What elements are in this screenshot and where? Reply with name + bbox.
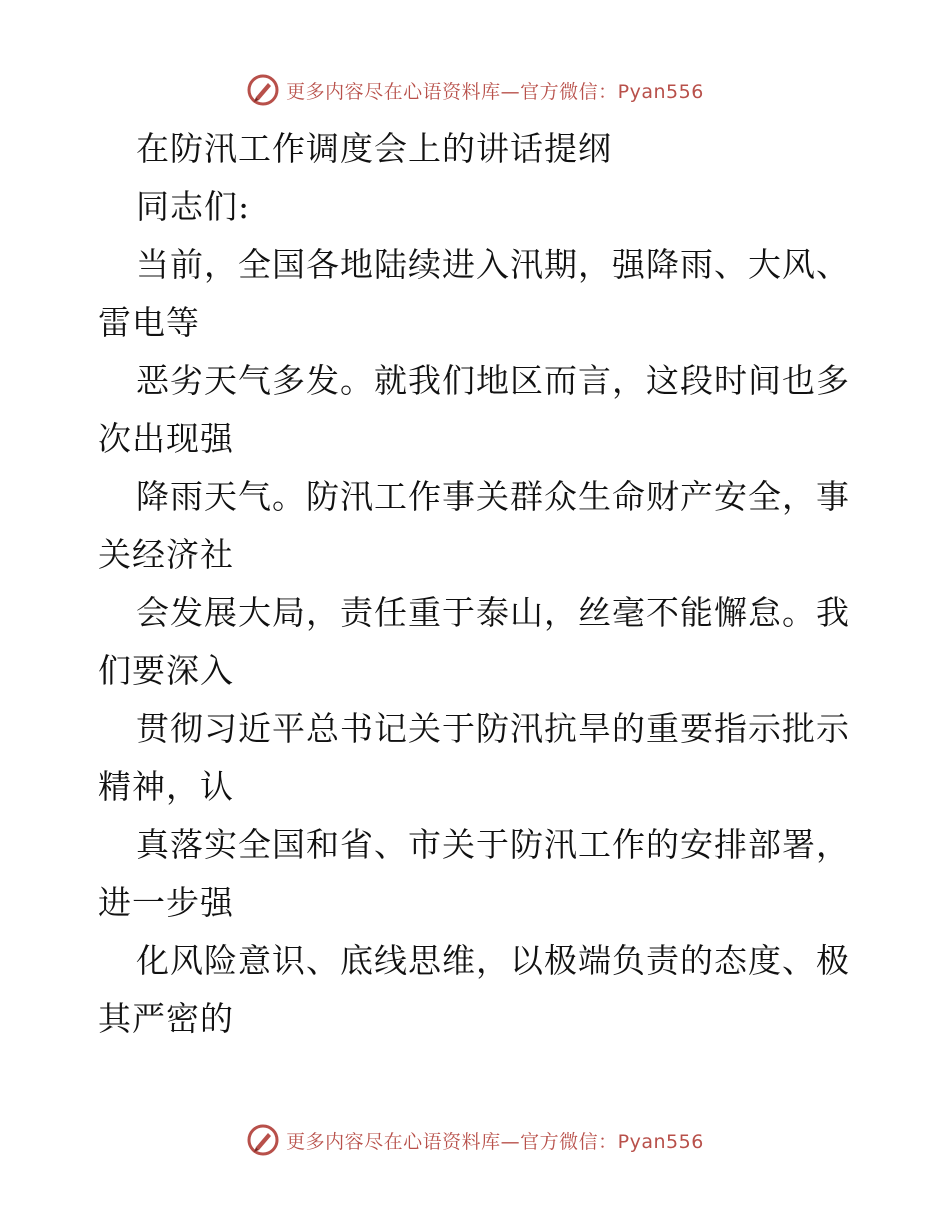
text-line: 恶劣天气多发。就我们地区而言，这段时间也多 (136, 361, 850, 400)
text-line: 真落实全国和省、市关于防汛工作的安排部署， (136, 825, 850, 864)
watermark-text: 更多内容尽在心语资料库—官方微信：Pyan556 (286, 80, 704, 103)
text-line: 降雨天气。防汛工作事关群众生命财产安全，事 (136, 477, 850, 516)
text-line: 贯彻习近平总书记关于防汛抗旱的重要指示批示 (136, 709, 850, 748)
text-line: 次出现强 (98, 419, 234, 458)
text-line: 们要深入 (98, 651, 234, 690)
text-line: 精神，认 (98, 767, 234, 806)
text-line: 化风险意识、底线思维，以极端负责的态度、极 (136, 941, 850, 980)
text-line: 进一步强 (98, 883, 234, 922)
text-line: 当前，全国各地陆续进入汛期，强降雨、大风、 (136, 245, 850, 284)
pen-circle-logo-icon (246, 73, 280, 107)
text-line: 雷电等 (98, 303, 200, 342)
text-line: 同志们: (136, 187, 251, 226)
text-line: 关经济社 (98, 535, 234, 574)
footer-watermark (0, 1120, 950, 1160)
text-line: 会发展大局，责任重于泰山，丝毫不能懈怠。我 (136, 593, 850, 632)
document-title: 在防汛工作调度会上的讲话提纲 (136, 129, 612, 168)
pen-circle-logo-icon (246, 1123, 280, 1157)
document-body (98, 120, 858, 1048)
watermark-text: 更多内容尽在心语资料库—官方微信：Pyan556 (286, 1130, 704, 1153)
header-watermark (0, 70, 950, 110)
text-line: 其严密的 (98, 999, 234, 1038)
